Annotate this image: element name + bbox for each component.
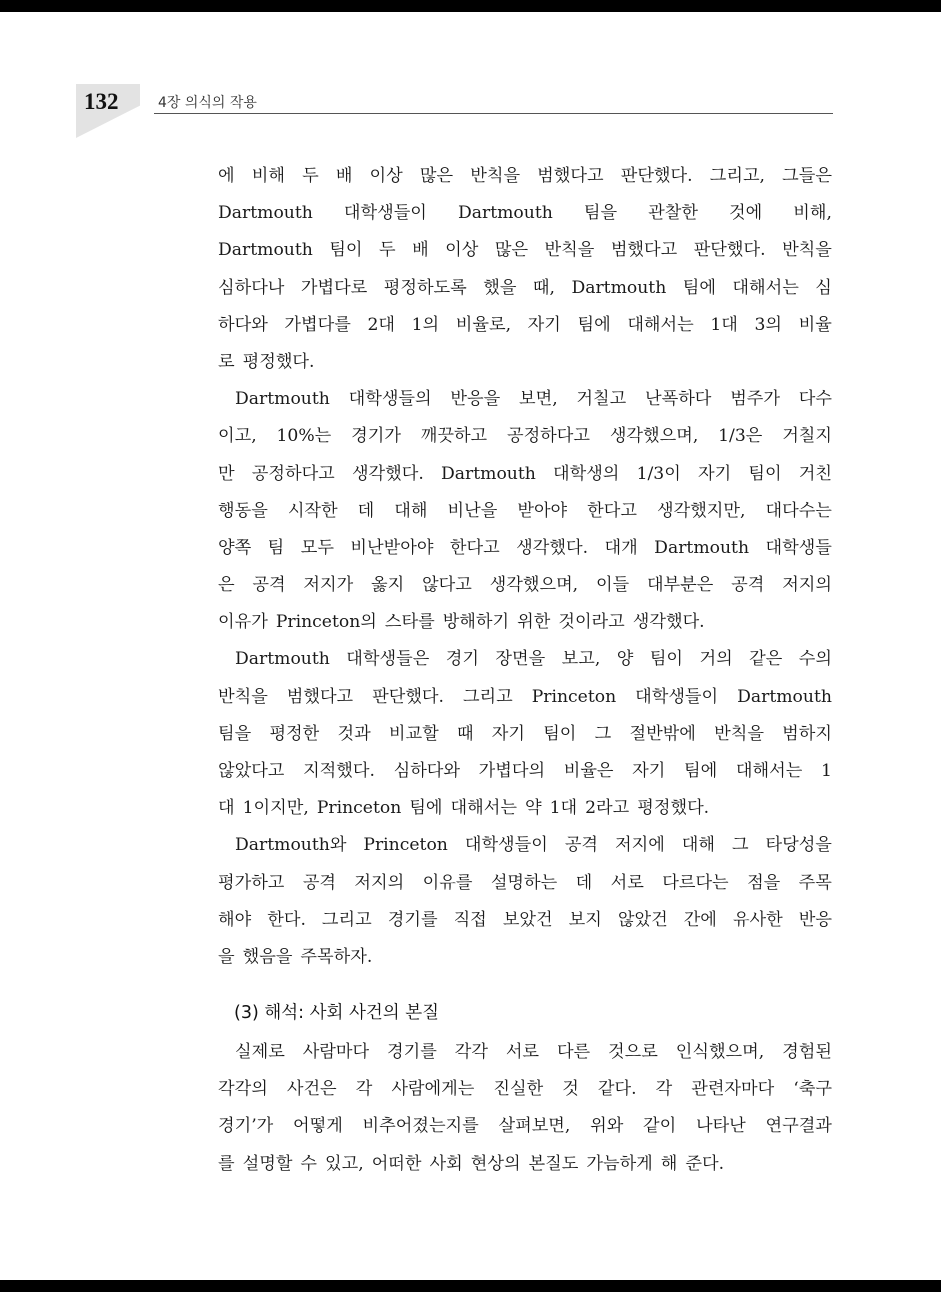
text-line: 반칙을 범했다고 판단했다. 그리고 Princeton 대학생들이 Dartmouth	[218, 686, 832, 707]
bottom-border	[0, 1280, 941, 1292]
text-line: 대 1이지만, Princeton 팀에 대해서는 약 1대 2라고 평정했다.	[218, 798, 710, 819]
text-line: 에 비해 두 배 이상 많은 반칙을 범했다고 판단했다. 그리고, 그들은	[218, 166, 832, 186]
text-line: Dartmouth와 Princeton 대학생들이 공격 저지에 대해 그 타당성을	[235, 835, 832, 856]
running-head: 4장 의식의 작용	[158, 95, 257, 111]
text-line: 을 했음을 주목하자.	[218, 946, 373, 967]
text-line: 이고, 10%는 경기가 깨끗하고 공정하다고 생각했으며, 1/3은 거칠지	[218, 426, 832, 447]
text-line: 팀을 평정한 것과 비교할 때 자기 팀이 그 절반밖에 반칙을 범하지	[218, 723, 832, 744]
body-text	[218, 158, 832, 976]
section-body-text	[218, 1034, 832, 1183]
text-line: 만 공정하다고 생각했다. Dartmouth 대학생의 1/3이 자기 팀이 거친	[218, 463, 832, 484]
text-line: 은 공격 저지가 옳지 않다고 생각했으며, 이들 대부분은 공격 저지의	[218, 575, 832, 596]
text-line: 해야 한다. 그리고 경기를 직접 보았건 보지 않았건 간에 유사한 반응	[218, 909, 832, 930]
header-rule	[154, 113, 833, 114]
paragraph	[218, 827, 832, 976]
text-line: Dartmouth 대학생들이 Dartmouth 팀을 관찰한 것에 비해,	[218, 203, 832, 224]
text-line: 않았다고 지적했다. 심하다와 가볍다의 비율은 자기 팀에 대해서는 1	[218, 761, 832, 781]
text-line: Dartmouth 팀이 두 배 이상 많은 반칙을 범했다고 판단했다. 반칙을	[218, 240, 832, 261]
text-line: 양쪽 팀 모두 비난받아야 한다고 생각했다. 대개 Dartmouth 대학생들	[218, 537, 832, 558]
section-heading: (3) 해석: 사회 사건의 본질	[234, 1003, 440, 1023]
text-line: Dartmouth 대학생들은 경기 장면을 보고, 양 팀이 거의 같은 수의	[235, 649, 832, 670]
paragraph	[218, 381, 832, 641]
text-line: Dartmouth 대학생들의 반응을 보면, 거칠고 난폭하다 범주가 다수	[235, 389, 832, 410]
text-line: 평가하고 공격 저지의 이유를 설명하는 데 서로 다르다는 점을 주목	[218, 872, 832, 893]
text-line: 심하다나 가볍다로 평정하도록 했을 때, Dartmouth 팀에 대해서는 심	[218, 277, 832, 298]
paragraph	[218, 158, 832, 381]
text-line: 경기’가 어떻게 비추어졌는지를 살펴보면, 위와 같이 나타난 연구결과	[218, 1116, 832, 1137]
text-line: 하다와 가볍다를 2대 1의 비율로, 자기 팀에 대해서는 1대 3의 비율	[218, 314, 832, 335]
text-line: 이유가 Princeton의 스타를 방해하기 위한 것이라고 생각했다.	[218, 612, 705, 633]
page-number: 132	[84, 89, 119, 114]
text-line: 로 평정했다.	[218, 351, 315, 372]
top-border	[0, 0, 941, 12]
text-line: 각각의 사건은 각 사람에게는 진실한 것 같다. 각 관련자마다 ‘축구	[218, 1079, 832, 1100]
text-line: 를 설명할 수 있고, 어떠한 사회 현상의 본질도 가늠하게 해 준다.	[218, 1153, 725, 1174]
text-line: 실제로 사람마다 경기를 각각 서로 다른 것으로 인식했으며, 경험된	[235, 1042, 832, 1062]
paragraph	[218, 641, 832, 827]
text-line: 행동을 시작한 데 대해 비난을 받아야 한다고 생각했지만, 대다수는	[218, 500, 832, 521]
